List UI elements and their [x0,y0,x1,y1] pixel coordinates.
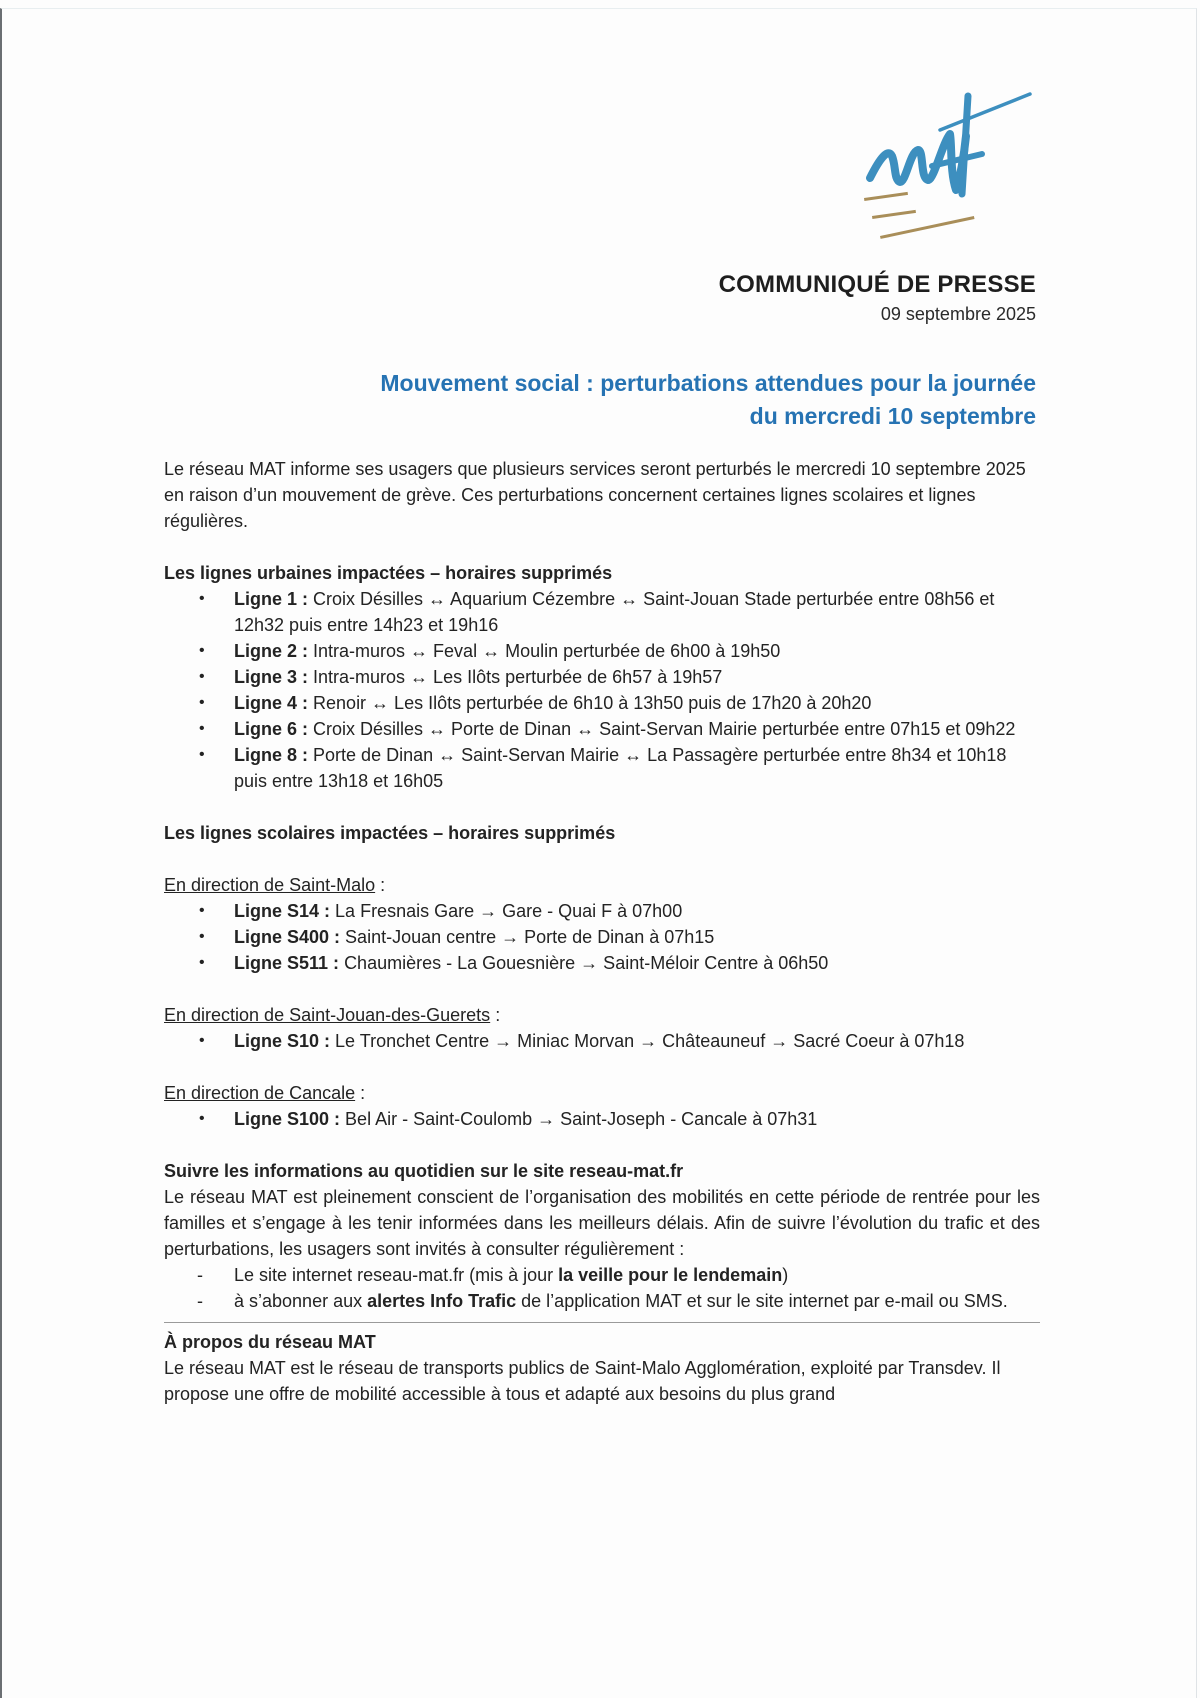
bullet-icon: • [199,1110,205,1127]
logo-tagline-line-3 [880,216,975,239]
direction-title: En direction de Saint-Malo [164,875,376,895]
intro-paragraph: Le réseau MAT informe ses usagers que plusieurs services seront perturbés le mercredi 10 septembre 2025 en raison d’un mouvement de grève. Ces perturbations concernent certaines lignes scolaires et lignes régulières. [164,459,1026,531]
line-route: Chaumières - La Gouesnière → Saint-Méloir Centre à 06h50 [344,953,829,973]
line-route: La Fresnais Gare → Gare - Quai F à 07h00 [335,901,683,921]
line-label: Ligne S10 : [234,1031,331,1051]
line-route: Intra-muros ↔ Les Ilôts perturbée de 6h57 à 19h57 [313,667,723,687]
line-label: Ligne 2 : [234,641,309,661]
mat-logo [840,86,1040,256]
line-route: Porte de Dinan ↔ Saint-Servan Mairie ↔ La Passagère perturbée entre 8h34 et 10h18 puis entre 13h18 et 16h05 [234,745,1007,791]
urban-line-item [164,586,1040,638]
about-title: À propos du réseau MAT [164,1332,376,1352]
bullet-icon: • [199,954,205,971]
line-label: Ligne S14 : [234,901,331,921]
follow-title: Suivre les informations au quotidien sur le site reseau-mat.fr [164,1161,684,1181]
headline-line-1: Mouvement social : perturbations attendues pour la journée [380,370,1036,396]
bullet-icon: • [199,590,205,607]
direction-colon: : [375,875,386,895]
line-label: Ligne 8 : [234,745,309,765]
direction-title: En direction de Cancale [164,1083,356,1103]
about-paragraph: Le réseau MAT est le réseau de transports publics de Saint-Malo Agglomération, exploité par Transdev. Il propose une offre de mobilité accessible à tous et adapté aux besoins du plus grand [164,1358,1001,1404]
line-route: Bel Air - Saint-Coulomb → Saint-Joseph - Cancale à 07h31 [345,1109,818,1129]
bullet-icon: • [199,694,205,711]
mat-logo-mark [870,94,1030,194]
follow-item-text: Le site internet reseau-mat.fr (mis à jour [234,1265,559,1285]
headline [276,367,1036,433]
direction-title: En direction de Saint-Jouan-des-Guerets [164,1005,491,1025]
dash-icon: - [197,1265,203,1285]
line-route: Intra-muros ↔ Feval ↔ Moulin perturbée de 6h00 à 19h50 [313,641,781,661]
headline-line-2: du mercredi 10 septembre [749,403,1036,429]
logo-tagline-line-1 [864,192,908,201]
line-label: Ligne 4 : [234,693,309,713]
section-divider [164,1322,1040,1323]
follow-paragraph: Le réseau MAT est pleinement conscient de l’organisation des mobilités en cette période de rentrée pour les familles et s’engage à les tenir informées dans les meilleurs délais. Afin de suivre l’évolution du trafic et des perturbations, les usagers sont invités à consulter régulièrement : [164,1187,1040,1259]
line-route: Saint-Jouan centre → Porte de Dinan à 07h15 [345,927,715,947]
direction-heading-saint-jouan [164,1002,1040,1028]
bullet-icon: • [199,746,205,763]
follow-item-emphasis: la veille pour le lendemain [558,1265,783,1285]
header-block [436,270,1036,326]
dash-icon: - [197,1291,203,1311]
urban-lines-list [164,586,1040,794]
line-label: Ligne 1 : [234,589,309,609]
bullet-icon: • [199,928,205,945]
direction-heading-cancale [164,1080,1040,1106]
school-lines-list [164,1028,1040,1054]
mat-logo-tagline [864,192,975,239]
urban-lines-title: Les lignes urbaines impactées – horaires supprimés [164,563,613,583]
urban-line-item [164,638,1040,664]
follow-item [164,1288,1040,1314]
follow-item [164,1262,1040,1288]
follow-item-text: de l’application MAT et sur le site internet par e-mail ou SMS. [516,1291,1008,1311]
line-route: Le Tronchet Centre → Miniac Morvan → Châteauneuf → Sacré Coeur à 07h18 [335,1031,965,1051]
bullet-icon: • [199,720,205,737]
urban-line-item [164,664,1040,690]
document-date: 09 septembre 2025 [880,304,1036,324]
school-line-item [164,924,1040,950]
line-label: Ligne 3 : [234,667,309,687]
line-label: Ligne S100 : [234,1109,341,1129]
follow-list [164,1262,1040,1314]
direction-colon: : [490,1005,501,1025]
bullet-icon: • [199,902,205,919]
line-label: Ligne 6 : [234,719,309,739]
line-route: Renoir ↔ Les Ilôts perturbée de 6h10 à 13h50 puis de 17h20 à 20h20 [313,693,872,713]
urban-line-item [164,716,1040,742]
school-line-item [164,950,1040,976]
school-line-item [164,1106,1040,1132]
follow-item-text: ) [782,1265,789,1285]
bullet-icon: • [199,642,205,659]
follow-item-text: à s’abonner aux [234,1291,368,1311]
document-type-title: COMMUNIQUÉ DE PRESSE [718,271,1036,298]
line-label: Ligne S400 : [234,927,341,947]
bullet-icon: • [199,1032,205,1049]
school-line-item [164,898,1040,924]
direction-heading-saint-malo [164,872,1040,898]
line-label: Ligne S511 : [234,953,340,973]
line-route: Croix Désilles ↔ Aquarium Cézembre ↔ Saint-Jouan Stade perturbée entre 08h56 et 12h32 puis entre 14h23 et 19h16 [234,589,995,635]
follow-item-emphasis: alertes Info Trafic [367,1291,517,1311]
document-body [164,456,1040,1407]
school-lines-list [164,898,1040,976]
direction-colon: : [355,1083,366,1103]
urban-line-item [164,690,1040,716]
school-lines-title: Les lignes scolaires impactées – horaires supprimés [164,823,616,843]
urban-line-item [164,742,1040,794]
bullet-icon: • [199,668,205,685]
line-route: Croix Désilles ↔ Porte de Dinan ↔ Saint-Servan Mairie perturbée entre 07h15 et 09h22 [313,719,1016,739]
school-line-item [164,1028,1040,1054]
school-lines-list [164,1106,1040,1132]
logo-tagline-line-2 [872,210,916,219]
